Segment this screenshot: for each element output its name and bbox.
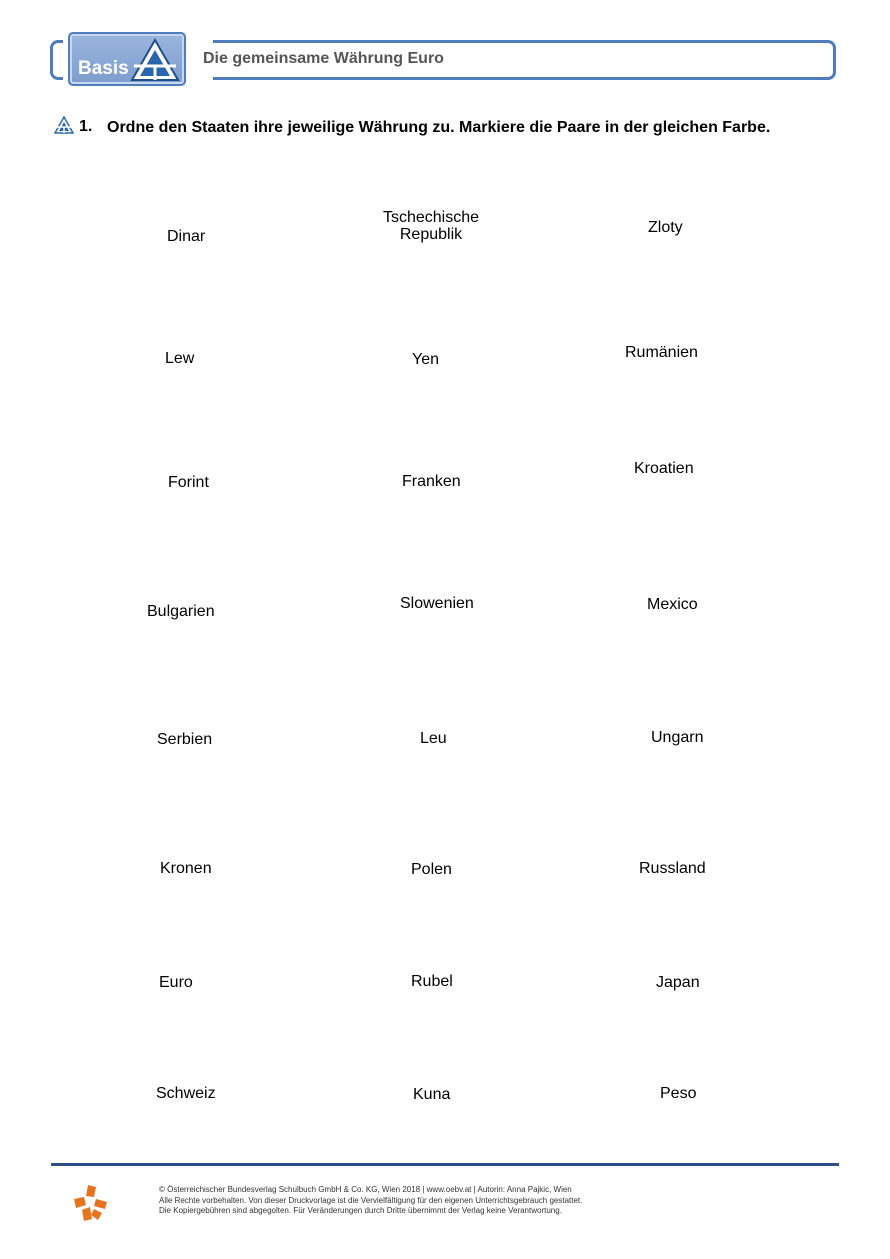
word-lew[interactable]: Lew [165,350,195,367]
basis-logo-text: Basis [78,58,129,79]
word-russland[interactable]: Russland [639,860,706,877]
page-title: Die gemeinsame Währung Euro [203,50,444,67]
oebv-logo-icon [70,1183,110,1223]
footer-line-3: Die Kopiergebühren sind abgegolten. Für Veränderungen durch Dritte übernimmt der Verlag keine Verantwortung. [159,1206,562,1215]
pyramid-icon [130,38,180,82]
footer-copyright [159,1185,582,1217]
word-japan[interactable]: Japan [656,974,700,991]
word-slowenien[interactable]: Slowenien [400,595,474,612]
word-franken[interactable]: Franken [402,473,461,490]
word-bulgarien[interactable]: Bulgarien [147,603,215,620]
footer-divider [51,1163,839,1166]
word-tschechische-republik[interactable]: Tschechische Republik [382,209,480,243]
word-zloty[interactable]: Zloty [648,219,683,236]
task-number: 1. [79,118,93,135]
task-instruction: Ordne den Staaten ihre jeweilige Währung zu. Markiere die Paare in der gleichen Farbe. [107,119,771,136]
word-polen[interactable]: Polen [411,861,452,878]
word-euro[interactable]: Euro [159,974,193,991]
word-rubel[interactable]: Rubel [411,973,453,990]
word-kuna[interactable]: Kuna [413,1086,451,1103]
word-forint[interactable]: Forint [168,474,209,491]
word-schweiz[interactable]: Schweiz [156,1085,216,1102]
footer-line-2: Alle Rechte vorbehalten. Von dieser Druckvorlage ist die Vervielfältigung für den eigenen Unterrichtsgebrauch gestattet. [159,1195,583,1205]
footer-line-1: © Österreichischer Bundesverlag Schulbuch GmbH & Co. KG, Wien 2018 | www.oebv.at | Autorin: Anna Pajkic, Wien [159,1185,572,1194]
word-rumaenien[interactable]: Rumänien [625,344,698,361]
word-dinar[interactable]: Dinar [167,228,206,245]
word-peso[interactable]: Peso [660,1085,697,1102]
word-kronen[interactable]: Kronen [160,860,212,877]
word-yen[interactable]: Yen [412,351,439,368]
word-mexico[interactable]: Mexico [647,596,698,613]
word-ungarn[interactable]: Ungarn [651,729,704,746]
word-kroatien[interactable]: Kroatien [634,460,694,477]
word-serbien[interactable]: Serbien [157,731,213,748]
word-leu[interactable]: Leu [420,730,447,747]
basis-logo [68,32,186,86]
basis-level-icon [54,116,74,134]
